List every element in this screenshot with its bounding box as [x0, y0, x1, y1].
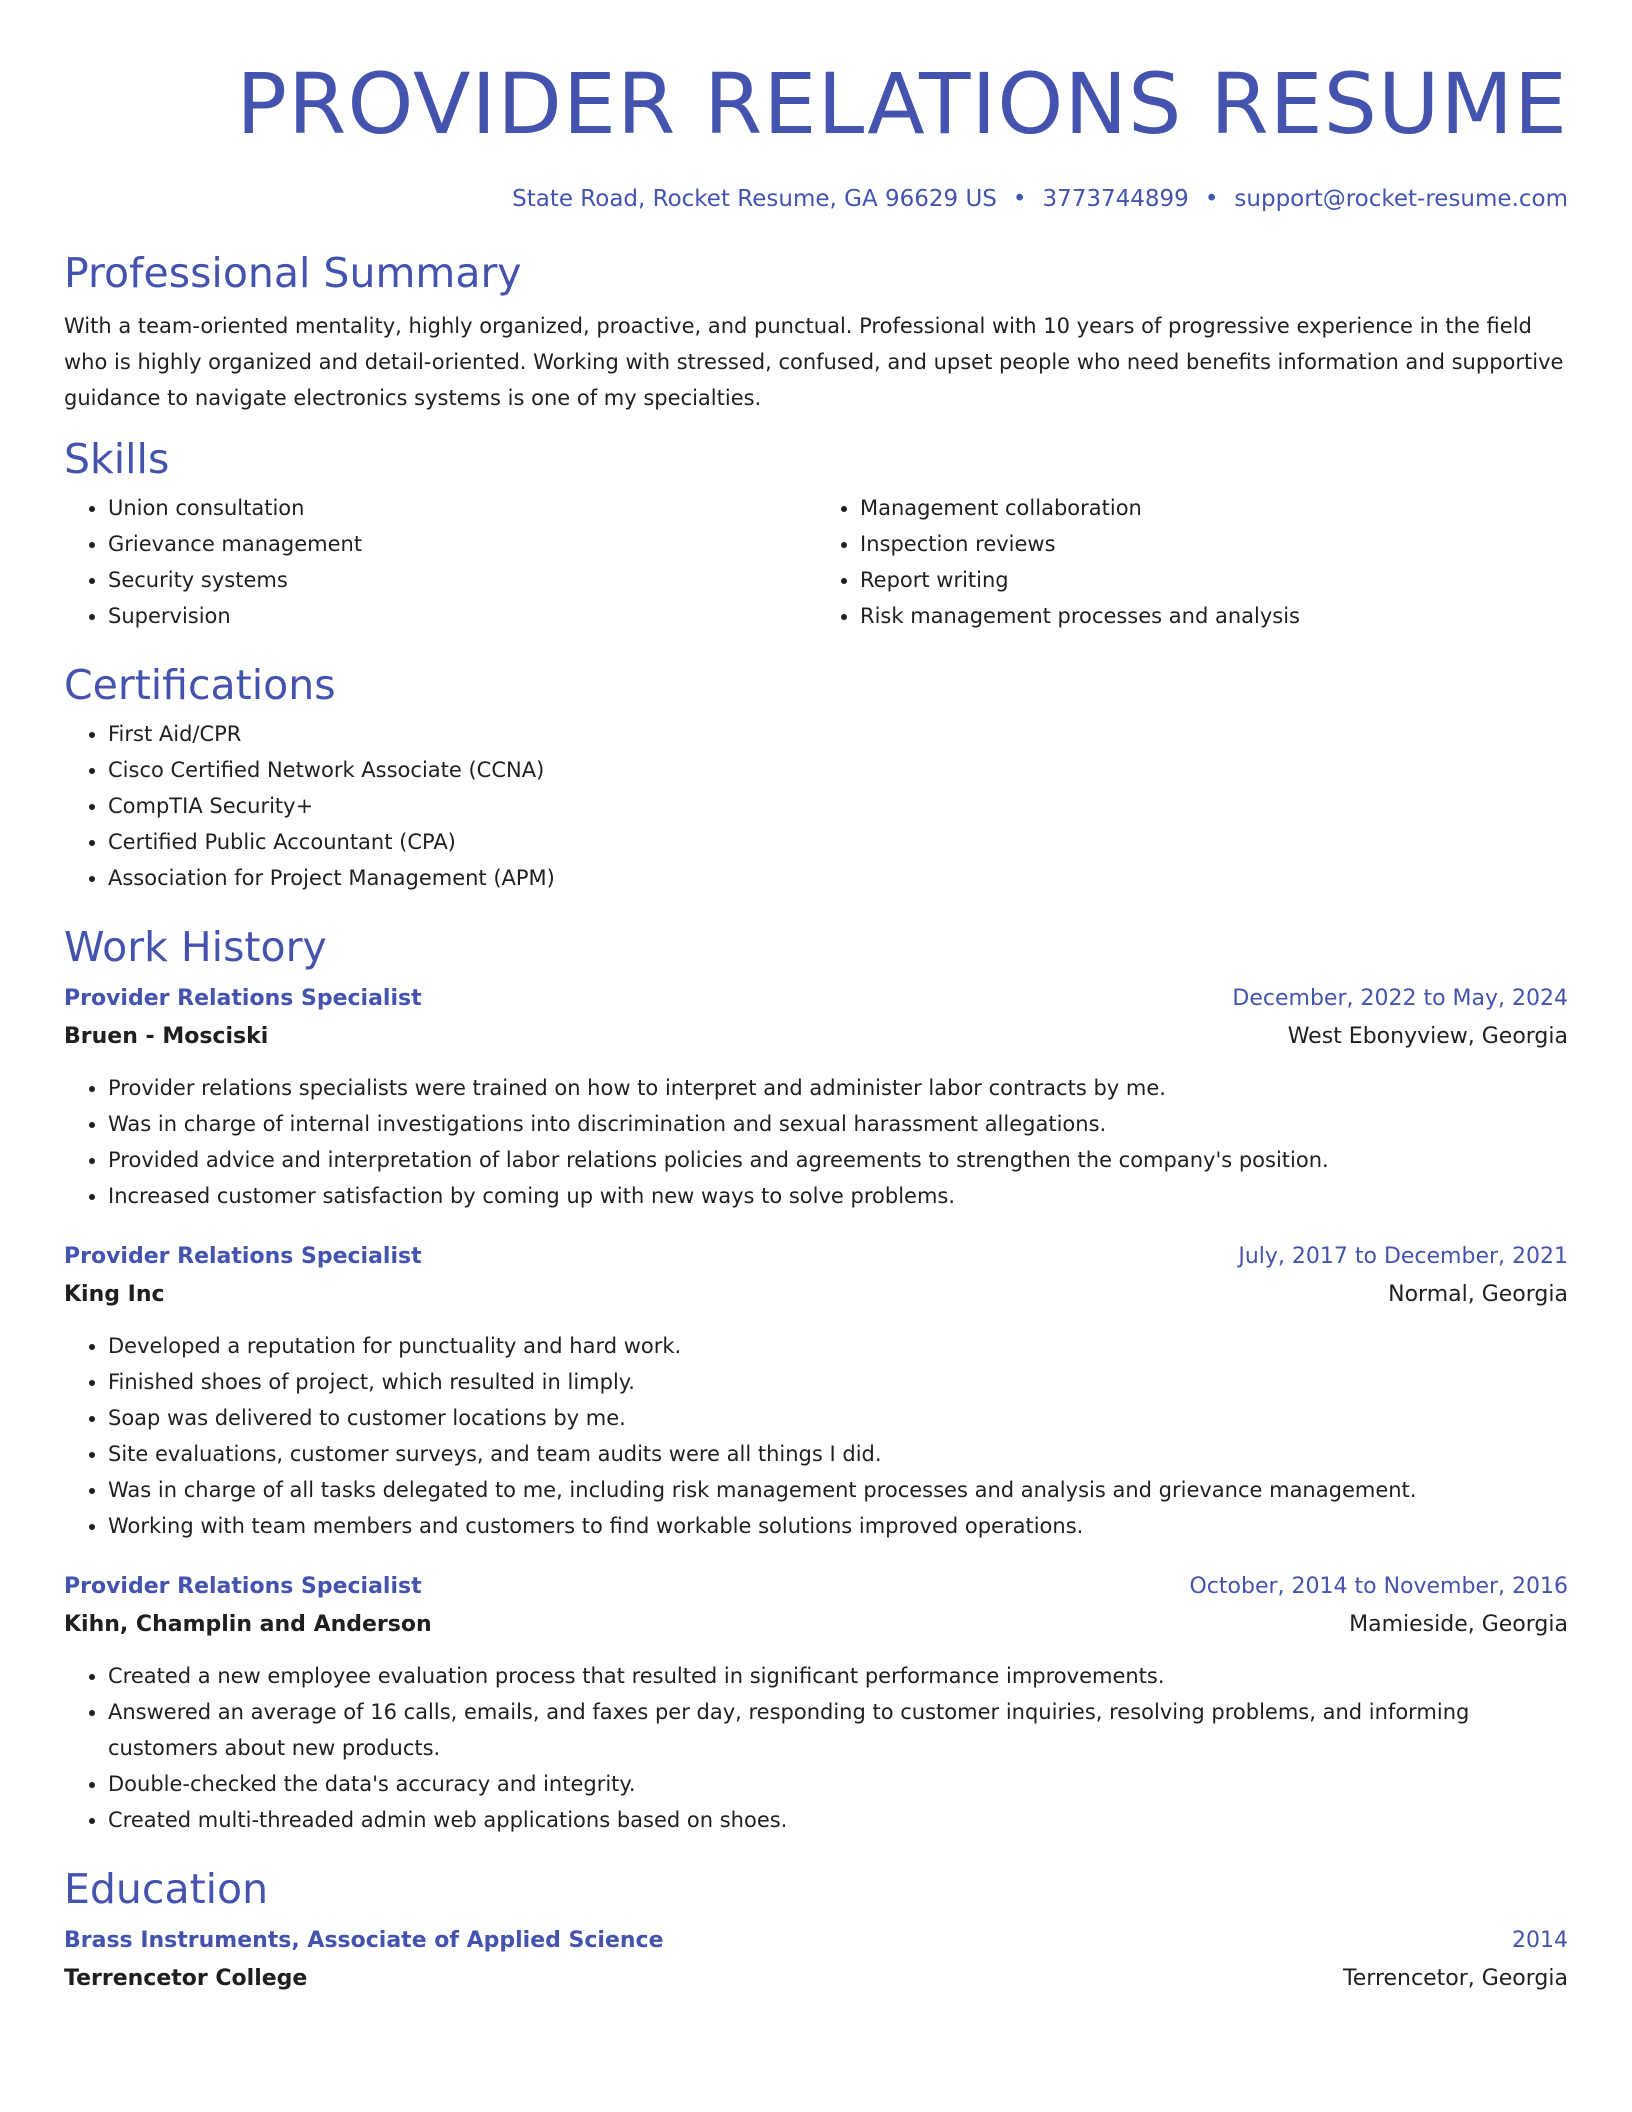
list-item: • Grievance management: [108, 526, 816, 562]
list-item: • Risk management processes and analysis: [860, 598, 1568, 634]
job-title: Provider Relations Specialist: [64, 1244, 422, 1269]
list-item: • Increased customer satisfaction by coming up with new ways to solve problems.: [108, 1178, 1568, 1214]
list-item: • Provided advice and interpretation of labor relations policies and agreements to strengthen the company's position.: [108, 1142, 1568, 1178]
job-title: Provider Relations Specialist: [64, 986, 422, 1011]
list-item: • Provider relations specialists were trained on how to interpret and administer labor contracts by me.: [108, 1070, 1568, 1106]
summary-heading: Professional Summary: [64, 249, 522, 297]
email-link[interactable]: support@rocket-resume.com: [1234, 186, 1568, 212]
job-bullets: [64, 1658, 1568, 1838]
contact-line: [64, 184, 1568, 214]
skills-column-right: [816, 490, 1568, 634]
job-dates: December, 2022 to May, 2024: [1232, 986, 1568, 1011]
job-location: Normal, Georgia: [1388, 1282, 1568, 1307]
certifications-heading: Certifications: [64, 661, 336, 709]
skills-heading: Skills: [64, 435, 170, 483]
list-item: • CompTIA Security+: [108, 788, 1568, 824]
degree: Brass Instruments, Associate of Applied Science: [64, 1928, 664, 1953]
skills-list: [64, 490, 1568, 634]
list-item: • Created multi-threaded admin web applications based on shoes.: [108, 1802, 1568, 1838]
list-item: • Site evaluations, customer surveys, and team audits were all things I did.: [108, 1436, 1568, 1472]
summary-text: With a team-oriented mentality, highly organized, proactive, and punctual. Professional with 10 years of progressive experience in the field who is highly organized and detail-oriented. Working with stressed, confused, and upset people who need benefits information and supportive guidance to navigate electronics systems is one of my specialties.: [64, 314, 1564, 410]
list-item: • Was in charge of internal investigations into discrimination and sexual harassment allegations.: [108, 1106, 1568, 1142]
job-entry: [64, 980, 1568, 1214]
list-item: • Security systems: [108, 562, 816, 598]
skills-column-left: [64, 490, 816, 634]
school-location: Terrencetor, Georgia: [1343, 1966, 1568, 1991]
work-history-heading: Work History: [64, 923, 327, 971]
list-item: • Cisco Certified Network Associate (CCNA): [108, 752, 1568, 788]
list-item: • Management collaboration: [860, 490, 1568, 526]
education-entry: [64, 1922, 1568, 1998]
job-bullets: [64, 1328, 1568, 1544]
job-header: [64, 1238, 1568, 1276]
list-item: • Inspection reviews: [860, 526, 1568, 562]
list-item: • Association for Project Management (APM): [108, 860, 1568, 896]
list-item: • Certified Public Accountant (CPA): [108, 824, 1568, 860]
list-item: • Finished shoes of project, which resulted in limply.: [108, 1364, 1568, 1400]
graduation-year: 2014: [1512, 1928, 1568, 1953]
school-name: Terrencetor College: [64, 1966, 308, 1991]
job-dates: July, 2017 to December, 2021: [1238, 1244, 1568, 1269]
page-title: PROVIDER RELATIONS RESUME: [236, 55, 1568, 153]
list-item: • Created a new employee evaluation process that resulted in significant performance improvements.: [108, 1658, 1568, 1694]
job-entry: [64, 1568, 1568, 1838]
separator: •: [1012, 186, 1027, 212]
list-item: • Supervision: [108, 598, 816, 634]
list-item: • Was in charge of all tasks delegated to me, including risk management processes and analysis and grievance management.: [108, 1472, 1568, 1508]
job-dates: October, 2014 to November, 2016: [1189, 1574, 1568, 1599]
job-subheader: [64, 1276, 1568, 1314]
job-entry: [64, 1238, 1568, 1544]
education-header: [64, 1922, 1568, 1960]
job-title: Provider Relations Specialist: [64, 1574, 422, 1599]
separator: •: [1204, 186, 1219, 212]
education-heading: Education: [64, 1865, 269, 1913]
address: State Road, Rocket Resume, GA 96629 US: [512, 186, 997, 212]
job-subheader: [64, 1018, 1568, 1056]
job-company: King Inc: [64, 1282, 165, 1307]
job-company: Kihn, Champlin and Anderson: [64, 1612, 432, 1637]
job-company: Bruen - Mosciski: [64, 1024, 269, 1049]
education-subheader: [64, 1960, 1568, 1998]
job-subheader: [64, 1606, 1568, 1644]
job-location: Mamieside, Georgia: [1349, 1612, 1568, 1637]
job-header: [64, 980, 1568, 1018]
certifications-list: [64, 716, 1568, 896]
list-item: • Union consultation: [108, 490, 816, 526]
job-location: West Ebonyview, Georgia: [1287, 1024, 1568, 1049]
job-header: [64, 1568, 1568, 1606]
list-item: • First Aid/CPR: [108, 716, 1568, 752]
list-item: • Soap was delivered to customer locations by me.: [108, 1400, 1568, 1436]
list-item: • Developed a reputation for punctuality and hard work.: [108, 1328, 1568, 1364]
phone[interactable]: 3773744899: [1042, 186, 1189, 212]
job-bullets: [64, 1070, 1568, 1214]
list-item: • Report writing: [860, 562, 1568, 598]
list-item: • Working with team members and customers to find workable solutions improved operations.: [108, 1508, 1568, 1544]
list-item: • Answered an average of 16 calls, emails, and faxes per day, responding to customer inquiries, resolving problems, and informing customers about new products.: [108, 1694, 1568, 1766]
list-item: • Double-checked the data's accuracy and integrity.: [108, 1766, 1568, 1802]
